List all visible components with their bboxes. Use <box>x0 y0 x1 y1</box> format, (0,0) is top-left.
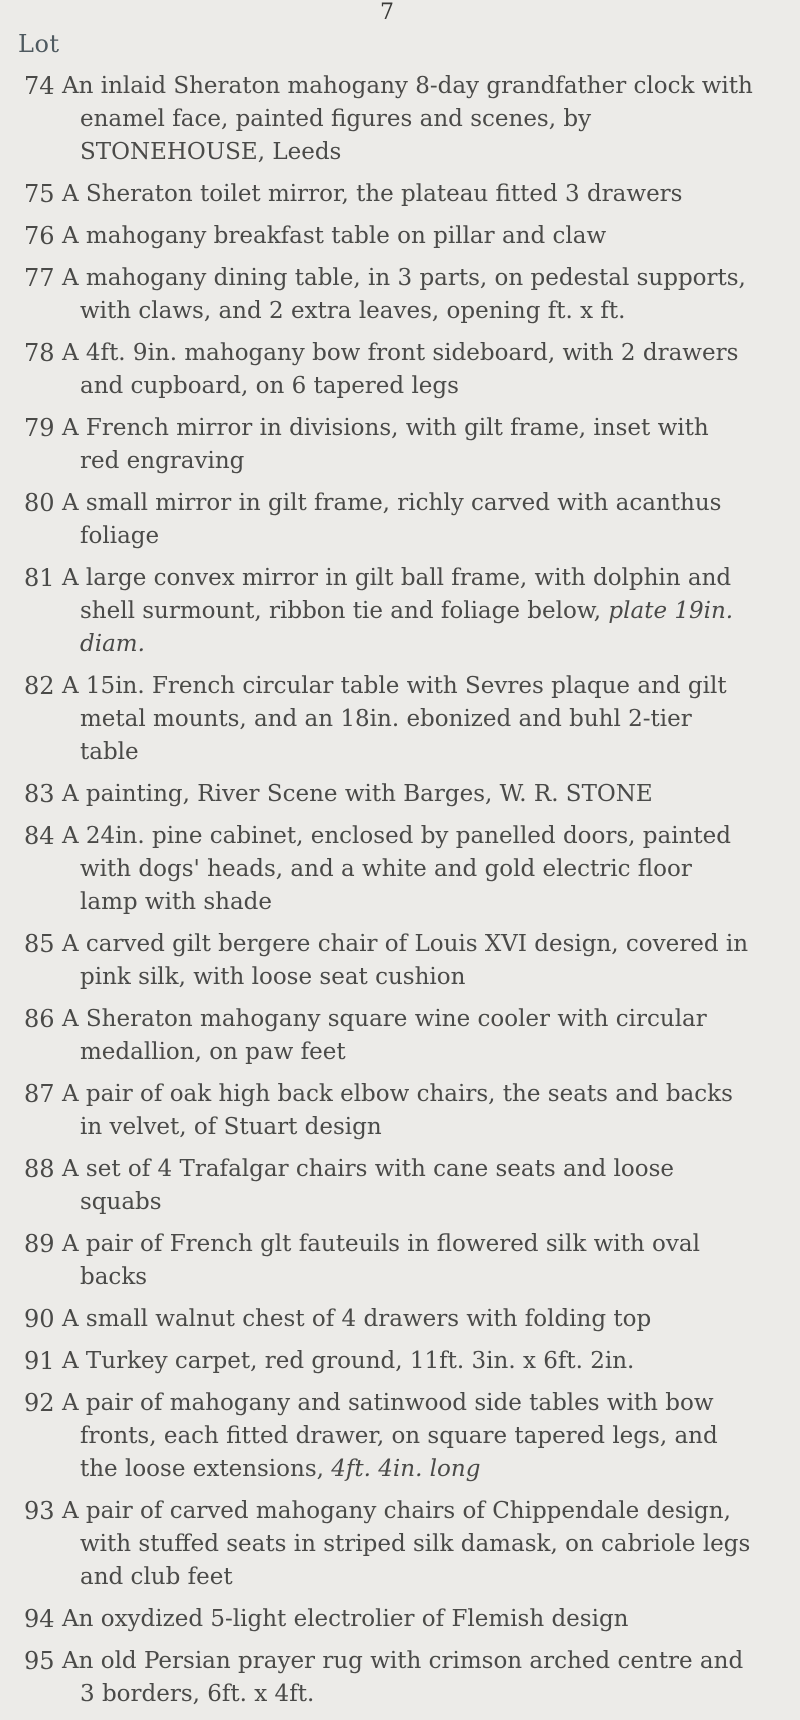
lot-number: 81 <box>24 564 55 592</box>
lot-entry <box>0 1078 800 1144</box>
lot-description-text: An inlaid Sheraton mahogany 8-day grandfather clock with enamel face, painted figures and scenes, by STONEHOUSE, Leeds <box>62 73 753 165</box>
lot-description-text: A 24in. pine cabinet, enclosed by panelled doors, painted with dogs' heads, and a white and gold electric floor lamp with shade <box>62 823 731 915</box>
lot-entry <box>0 1645 800 1711</box>
lot-number: 77 <box>24 264 55 292</box>
lot-description <box>62 1345 762 1378</box>
lot-description-text: A 15in. French circular table with Sevres plaque and gilt metal mounts, and an 18in. ebonized and buhl 2-tier table <box>62 673 727 765</box>
lot-description <box>62 262 762 328</box>
lot-entry <box>0 178 800 211</box>
lot-number: 93 <box>24 1497 55 1525</box>
lot-description-text: A Sheraton toilet mirror, the plateau fitted 3 drawers <box>62 181 683 207</box>
lot-entry <box>0 70 800 169</box>
lot-description <box>62 1228 762 1294</box>
page-number: 7 <box>380 0 394 25</box>
lot-entry <box>0 1303 800 1336</box>
lot-description-text: A French mirror in divisions, with gilt frame, inset with red engraving <box>62 415 709 474</box>
lot-number: 90 <box>24 1305 55 1333</box>
lot-description-text: A Turkey carpet, red ground, 11ft. 3in. x 6ft. 2in. <box>62 1348 635 1374</box>
lot-number: 94 <box>24 1605 55 1633</box>
lot-description <box>62 178 762 211</box>
lot-entry <box>0 928 800 994</box>
lot-number: 95 <box>24 1647 55 1675</box>
lot-description-text: A painting, River Scene with Barges, W. R. STONE <box>62 781 653 807</box>
lot-description-text: A pair of oak high back elbow chairs, the seats and backs in velvet, of Stuart design <box>62 1081 733 1140</box>
lot-description <box>62 1603 762 1636</box>
lot-number: 84 <box>24 822 55 850</box>
lot-description-text: A carved gilt bergere chair of Louis XVI design, covered in pink silk, with loose seat cushion <box>62 931 749 990</box>
lot-entry <box>0 820 800 919</box>
lot-description <box>62 70 762 169</box>
lot-description <box>62 928 762 994</box>
lot-number: 86 <box>24 1005 55 1033</box>
lot-number: 88 <box>24 1155 55 1183</box>
lot-description <box>62 1003 762 1069</box>
lot-number: 89 <box>24 1230 55 1258</box>
lot-entry <box>0 1228 800 1294</box>
lot-number: 74 <box>24 72 55 100</box>
lot-description <box>62 1303 762 1336</box>
lot-description-text: A small mirror in gilt frame, richly carved with acanthus foliage <box>62 490 722 549</box>
lot-number: 82 <box>24 672 55 700</box>
lot-description-text: A pair of French glt fauteuils in flowered silk with oval backs <box>62 1231 700 1290</box>
lot-description-text: A 4ft. 9in. mahogany bow front sideboard, with 2 drawers and cupboard, on 6 tapered legs <box>62 340 739 399</box>
lot-number: 80 <box>24 489 55 517</box>
lot-description <box>62 1387 762 1486</box>
lot-number: 92 <box>24 1389 55 1417</box>
lot-entry <box>0 487 800 553</box>
lot-entry <box>0 562 800 661</box>
lot-description-text: A Sheraton mahogany square wine cooler with circular medallion, on paw feet <box>62 1006 707 1065</box>
lot-description <box>62 562 762 661</box>
lot-entry <box>0 670 800 769</box>
lot-description-text: A pair of mahogany and satinwood side tables with bow fronts, each fitted drawer, on square tapered legs, and the loose extensions, <box>62 1390 718 1482</box>
lot-dimension-note: plate 19in. diam. <box>80 598 734 657</box>
lot-description <box>62 820 762 919</box>
lot-description-text: A mahogany dining table, in 3 parts, on pedestal supports, with claws, and 2 extra leaves, opening ft. x ft. <box>62 265 746 324</box>
lot-description <box>62 1495 762 1594</box>
lot-entry <box>0 1153 800 1219</box>
lot-entry <box>0 1603 800 1636</box>
lot-entry <box>0 262 800 328</box>
lot-number: 79 <box>24 414 55 442</box>
lot-entry <box>0 412 800 478</box>
lot-description <box>62 670 762 769</box>
lot-entry <box>0 1345 800 1378</box>
lot-column-heading: Lot <box>18 30 60 58</box>
lot-number: 87 <box>24 1080 55 1108</box>
lot-description <box>62 487 762 553</box>
lot-description-text: A set of 4 Trafalgar chairs with cane seats and loose squabs <box>62 1156 674 1215</box>
lot-description <box>62 1153 762 1219</box>
lot-description-text: An old Persian prayer rug with crimson arched centre and 3 borders, 6ft. x 4ft. <box>62 1648 744 1707</box>
lot-description <box>62 220 762 253</box>
lot-description-text: A small walnut chest of 4 drawers with folding top <box>62 1306 652 1332</box>
lot-list <box>0 70 800 1720</box>
lot-number: 83 <box>24 780 55 808</box>
lot-dimension-note: 4ft. 4in. long <box>331 1456 481 1482</box>
lot-description <box>62 1078 762 1144</box>
lot-description-text: An oxydized 5-light electrolier of Flemish design <box>62 1606 629 1632</box>
lot-entry <box>0 1495 800 1594</box>
lot-number: 85 <box>24 930 55 958</box>
lot-description-text: A pair of carved mahogany chairs of Chippendale design, with stuffed seats in striped silk damask, on cabriole legs and club feet <box>62 1498 751 1590</box>
lot-entry <box>0 220 800 253</box>
lot-number: 78 <box>24 339 55 367</box>
lot-description <box>62 1645 762 1711</box>
lot-entry <box>0 778 800 811</box>
lot-description <box>62 412 762 478</box>
lot-number: 91 <box>24 1347 55 1375</box>
lot-description <box>62 337 762 403</box>
lot-number: 75 <box>24 180 55 208</box>
lot-number: 76 <box>24 222 55 250</box>
lot-description-text: A mahogany breakfast table on pillar and claw <box>62 223 607 249</box>
lot-description <box>62 778 762 811</box>
lot-entry <box>0 1387 800 1486</box>
lot-entry <box>0 1003 800 1069</box>
lot-entry <box>0 337 800 403</box>
lot-description-text: A large convex mirror in gilt ball frame, with dolphin and shell surmount, ribbon tie and foliage below, <box>62 565 732 624</box>
